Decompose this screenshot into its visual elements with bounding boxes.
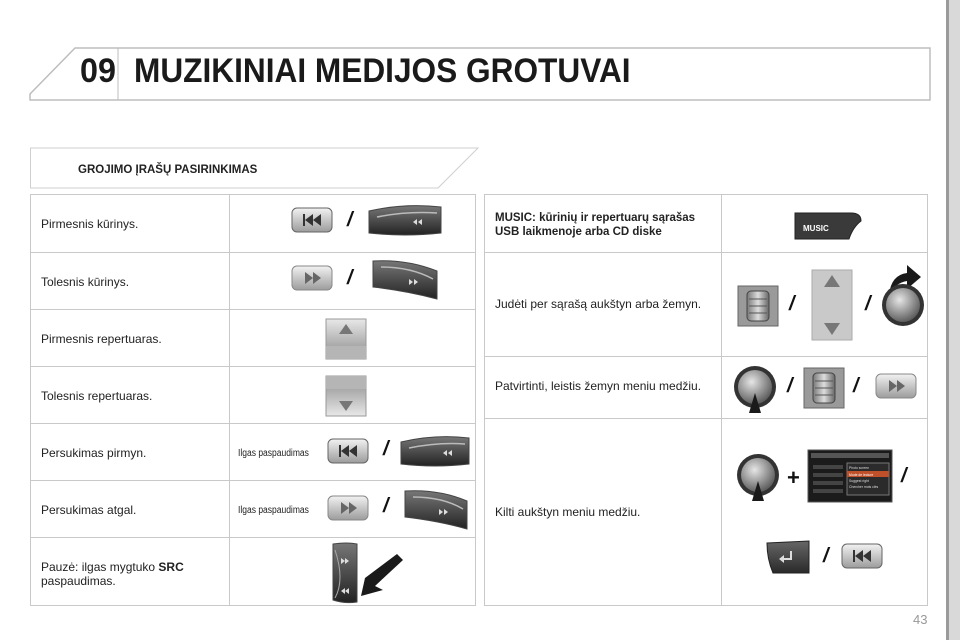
screen-line: Suggest right <box>849 479 869 483</box>
separator: / <box>823 545 829 567</box>
arrow-up-button-icon <box>325 318 367 360</box>
row-label: Persukimas atgal. <box>41 503 137 517</box>
arrow-down-button-icon <box>325 375 367 417</box>
row-label: MUSIC: kūrinių ir repertuarų sąrašas USB laikmenoje arba CD diske <box>495 212 696 238</box>
prev-track-button-icon <box>291 207 333 233</box>
label-text: paspaudimas. <box>41 574 116 588</box>
table-row <box>31 195 475 253</box>
separator: / <box>383 438 389 460</box>
steering-control-next-icon <box>367 257 443 301</box>
plus-sign: + <box>787 465 800 490</box>
knob-press-icon <box>733 365 777 415</box>
separator: / <box>347 209 353 231</box>
scroll-wheel-icon <box>737 285 779 327</box>
music-button-icon <box>793 209 863 243</box>
src-key: SRC <box>158 560 184 574</box>
table-row <box>31 424 475 481</box>
next-button-icon <box>875 373 917 399</box>
table-row <box>485 253 927 357</box>
row-label: Tolesnis kūrinys. <box>41 275 130 289</box>
table-row <box>31 481 475 538</box>
label-text: Pauzė: ilgas mygtuko <box>41 560 159 574</box>
back-button-icon <box>765 539 811 575</box>
screen-menu-icon <box>807 449 893 503</box>
screen-line: Mode de lecture <box>849 473 874 477</box>
table-row <box>485 357 927 419</box>
steering-control-src-icon <box>327 540 413 604</box>
row-label: Persukimas pirmyn. <box>41 446 147 460</box>
table-row <box>31 310 475 367</box>
row-label: Tolesnis repertuaras. <box>41 389 153 403</box>
knob-press-icon <box>735 453 781 503</box>
screen-line: Photo screen <box>849 466 869 470</box>
page-title: MUZIKINIAI MEDIJOS GROTUVAI <box>134 52 631 90</box>
steering-control-rw-icon <box>399 487 471 531</box>
separator: / <box>789 293 795 315</box>
chapter-number: 09 <box>80 52 116 90</box>
scroll-wheel-icon <box>803 367 845 409</box>
rewind-button-icon <box>327 495 369 521</box>
row-label: Patvirtinti, leistis žemyn meniu medžiu. <box>495 379 702 393</box>
music-button-label: MUSIC <box>803 224 829 233</box>
separator: / <box>383 495 389 517</box>
steering-control-ff-icon <box>399 434 471 468</box>
left-table <box>30 194 476 606</box>
long-press-note: Ilgas paspaudimas <box>238 505 309 516</box>
section-title: GROJIMO ĮRAŠŲ PASIRINKIMAS <box>78 164 258 176</box>
table-row <box>485 195 927 253</box>
separator: / <box>865 293 871 315</box>
table-row <box>31 367 475 424</box>
row-label: Kilti aukštyn meniu medžiu. <box>495 505 641 519</box>
prev-button-icon <box>841 543 883 569</box>
separator: / <box>901 465 907 487</box>
row-label: Judėti per sąrašą aukštyn arba žemyn. <box>495 297 702 311</box>
row-label <box>41 560 184 588</box>
table-row <box>31 253 475 310</box>
row-label: Pirmesnis repertuaras. <box>41 332 162 346</box>
separator: / <box>853 375 859 397</box>
page-number: 43 <box>913 612 928 627</box>
separator: / <box>347 267 353 289</box>
right-table <box>484 194 928 606</box>
screen-line: Chercher mots clés <box>849 485 879 489</box>
row-label: Pirmesnis kūrinys. <box>41 217 139 231</box>
fast-forward-button-icon <box>327 438 369 464</box>
long-press-note: Ilgas paspaudimas <box>238 448 309 459</box>
up-down-arrows-icon <box>811 269 853 341</box>
steering-control-prev-icon <box>367 203 443 237</box>
separator: / <box>787 375 793 397</box>
table-row <box>31 538 475 607</box>
rotary-knob-icon <box>881 283 925 327</box>
right-edge-line <box>946 0 949 640</box>
next-track-button-icon <box>291 265 333 291</box>
table-row <box>485 419 927 607</box>
